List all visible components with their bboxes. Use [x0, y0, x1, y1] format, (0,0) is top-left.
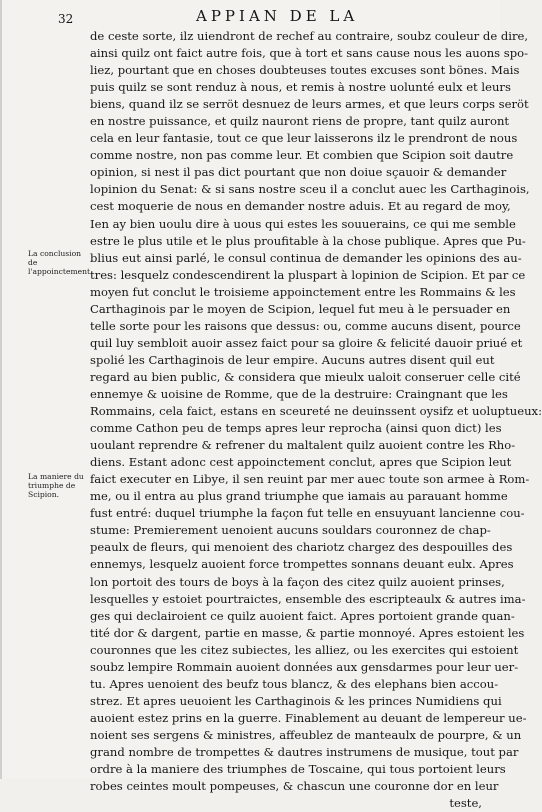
text-line: blius eut ainsi parlé, le consul continua de demander les opinions des au-	[90, 250, 522, 265]
text-line: regard au bien public, & considera que mieulx ualoit conseruer celle cité	[90, 369, 521, 384]
text-line: biens, quand ilz se serröt desnuez de leurs armes, et que leurs corps seröt	[90, 97, 529, 112]
text-line: ordre à la maniere des triumphes de Toscaine, qui tous portoient leurs	[90, 762, 506, 777]
text-line: faict executer en Libye, il sen reuint par mer auec toute son armee à Rom-	[90, 472, 530, 487]
text-line: stume: Premierement uenoient aucuns souldars couronnez de chap-	[90, 523, 491, 538]
margin-note-triumph: La maniere du triumphe de Scipion.	[28, 472, 84, 499]
text-line: Carthaginois par le moyen de Scipion, lequel fut meu à le persuader en	[90, 301, 511, 316]
text-line: telle sorte pour les raisons que dessus: ou, comme aucuns disent, pource	[90, 318, 521, 333]
text-line: comme nostre, non pas comme leur. Et combien que Scipion soit dautre	[90, 148, 514, 163]
text-line: peaulx de fleurs, qui menoient des chariotz chargez des despouilles des	[90, 540, 513, 555]
text-line: Ien ay bien uoulu dire à uous qui estes les souuerains, ce qui me semble	[90, 216, 516, 231]
text-line: couronnes que les citez subiectes, les alliez, ou les exercites qui estoient	[90, 642, 519, 657]
text-line: lesquelles y estoiet pourtraictes, ensemble des escripteaulx & autres ima-	[90, 591, 526, 606]
text-line: strez. Et apres ueuoient les Carthaginois & les princes Numidiens qui	[90, 693, 502, 708]
text-line: auoient estez prins en la guerre. Finablement au deuant de lempereur ue-	[90, 710, 527, 725]
text-line: quil luy sembloit auoir assez faict pour sa gloire & felicité dauoir priué et	[90, 335, 523, 350]
text-line: ges qui declairoient ce quilz auoient faict. Apres portoient grande quan-	[90, 608, 515, 623]
text-line: moyen fut conclut le troisieme appoinctement entre les Rommains & les	[90, 284, 516, 299]
text-line: teste,	[449, 796, 482, 811]
text-line: Rommains, cela faict, estans en sceureté ne deuinssent oysifz et uoluptueux:	[90, 404, 542, 419]
running-title: APPIAN DE LA	[196, 7, 359, 25]
text-line: noient ses sergens & ministres, affeublez de manteaulx de pourpre, & un	[90, 727, 522, 742]
text-line: ennemys, lesquelz auoient force trompettes sonnans deuant eulx. Apres	[90, 557, 514, 572]
text-line: comme Cathon peu de temps apres leur reprocha (ainsi quon dict) les	[90, 421, 502, 436]
text-line: lopinion du Senat: & si sans nostre sceu il a conclut auec les Carthaginois,	[90, 182, 530, 197]
body-text	[90, 28, 542, 812]
text-line: ennemye & uoisine de Romme, que de la destruire: Craingnant que les	[90, 386, 508, 401]
margin-note-conclusion: La conclusion de l'appoinctement.	[28, 249, 93, 276]
text-line: cest moquerie de nous en demander nostre aduis. Et au regard de moy,	[90, 199, 511, 214]
text-line: robes ceintes moult pompeuses, & chascun une couronne dor en leur	[90, 779, 499, 794]
text-line: diens. Estant adonc cest appoinctement conclut, apres que Scipion leut	[90, 455, 512, 470]
text-line: grand nombre de trompettes & dautres instrumens de musique, tout par	[90, 744, 519, 759]
text-line: liez, pourtant que en choses doubteuses toutes excuses sont bönes. Mais	[90, 63, 520, 78]
text-line: spolié les Carthaginois de leur empire. Aucuns autres disent quil eut	[90, 352, 495, 367]
text-line: me, ou il entra au plus grand triumphe que iamais au parauant homme	[90, 489, 508, 504]
text-line: opinion, si nest il pas dict pourtant que non doiue sçauoir & demander	[90, 165, 507, 180]
text-line: tu. Apres uenoient des beufz tous blancz, & des elephans bien accou-	[90, 676, 499, 691]
page-number: 32	[58, 12, 74, 26]
page-edge	[0, 0, 2, 779]
text-line: lon portoit des tours de boys à la façon des citez quilz auoient prinses,	[90, 574, 505, 589]
text-line: tres: lesquelz condescendirent la pluspart à lopinion de Scipion. Et par ce	[90, 267, 526, 282]
text-line: ainsi quilz ont faict autre fois, que à tort et sans cause nous les auons spo-	[90, 46, 529, 61]
text-line: de ceste sorte, ilz uiendront de rechef au contraire, soubz couleur de dire,	[90, 29, 529, 43]
text-line: soubz lempire Rommain auoient données aux gensdarmes pour leur uer-	[90, 659, 519, 674]
text-line: fust entré: duquel triumphe la façon fut telle en ensuyuant lancienne cou-	[90, 506, 525, 521]
text-line: estre le plus utile et le plus proufitable à la chose publique. Apres que Pu-	[90, 233, 526, 248]
text-line: puis quilz se sont renduz à nous, et remis à nostre uolunté eulx et leurs	[90, 80, 511, 95]
page-header	[0, 6, 500, 26]
text-line: cela en leur fantasie, tout ce que leur laisserons ilz le prendront de nous	[90, 131, 518, 146]
text-line: uoulant reprendre & refrener du maltalent quilz auoient contre les Rho-	[90, 438, 516, 453]
text-line: en nostre puissance, et quilz nauront riens de propre, tant quilz auront	[90, 114, 510, 129]
text-line: tité dor & dargent, partie en masse, & partie monnoyé. Apres estoient les	[90, 625, 525, 640]
